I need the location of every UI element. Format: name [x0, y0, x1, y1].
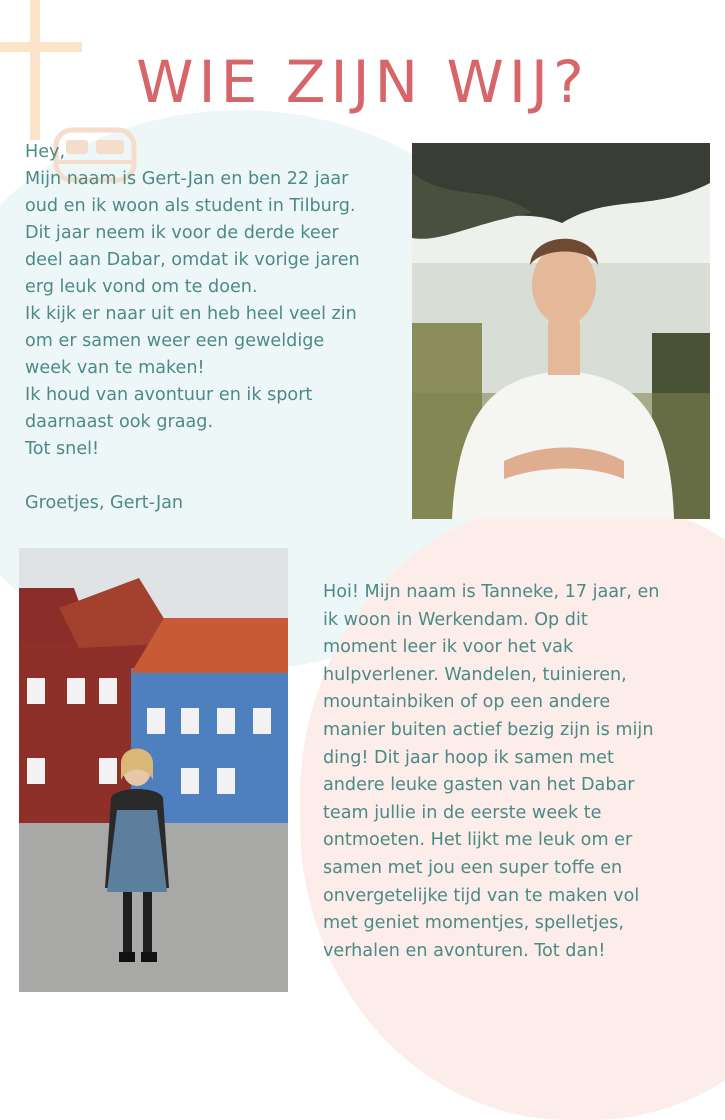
intro-line: Hey,: [25, 142, 66, 162]
bio-line: ontmoeten. Het lijkt me leuk om er: [323, 830, 633, 851]
member-1-intro: [25, 139, 410, 517]
page-title: WIE ZIJN WIJ?: [136, 48, 589, 116]
member-2-bio: [323, 579, 708, 965]
bio-line: team jullie in de eerste week te: [323, 802, 602, 823]
intro-line: om er samen weer een geweldige: [25, 331, 325, 351]
intro-line: Tot snel!: [25, 439, 100, 459]
intro-line: Mijn naam is Gert-Jan en ben 22 jaar: [25, 169, 349, 189]
bio-line: Hoi! Mijn naam is Tanneke, 17 jaar, en: [323, 582, 660, 602]
intro-line: daarnaast ook graag.: [25, 412, 214, 432]
bio-line: andere leuke gasten van het Dabar: [323, 775, 635, 796]
bio-line: met geniet momentjes, spelletjes,: [323, 913, 624, 934]
bio-line: mountainbiken of op een andere: [323, 692, 611, 713]
bio-line: manier buiten actief bezig zijn is mijn: [323, 719, 654, 740]
bio-line: onvergetelijke tijd van te maken vol: [323, 885, 640, 906]
member-1-photo: [412, 143, 710, 519]
intro-line: Ik houd van avontuur en ik sport: [25, 385, 313, 405]
intro-line: oud en ik woon als student in Tilburg.: [25, 196, 356, 216]
bio-line: moment leer ik voor het vak: [323, 637, 574, 658]
bio-line: ik woon in Werkendam. Op dit: [323, 609, 588, 630]
bio-line: ding! Dit jaar hoop ik samen met: [323, 747, 614, 768]
intro-line: Ik kijk er naar uit en heb heel veel zin: [25, 304, 357, 324]
intro-line: deel aan Dabar, omdat ik vorige jaren: [25, 250, 360, 270]
intro-line: erg leuk vond om te doen.: [25, 277, 258, 297]
intro-line: Dit jaar neem ik voor de derde keer: [25, 223, 339, 243]
bio-line: verhalen en avonturen. Tot dan!: [323, 940, 606, 961]
bio-line: samen met jou een super toffe en: [323, 857, 623, 878]
intro-signoff: Groetjes, Gert-Jan: [25, 493, 184, 513]
member-2-photo: [19, 548, 288, 992]
intro-line: week van te maken!: [25, 358, 205, 378]
bio-line: hulpverlener. Wandelen, tuinieren,: [323, 664, 627, 685]
